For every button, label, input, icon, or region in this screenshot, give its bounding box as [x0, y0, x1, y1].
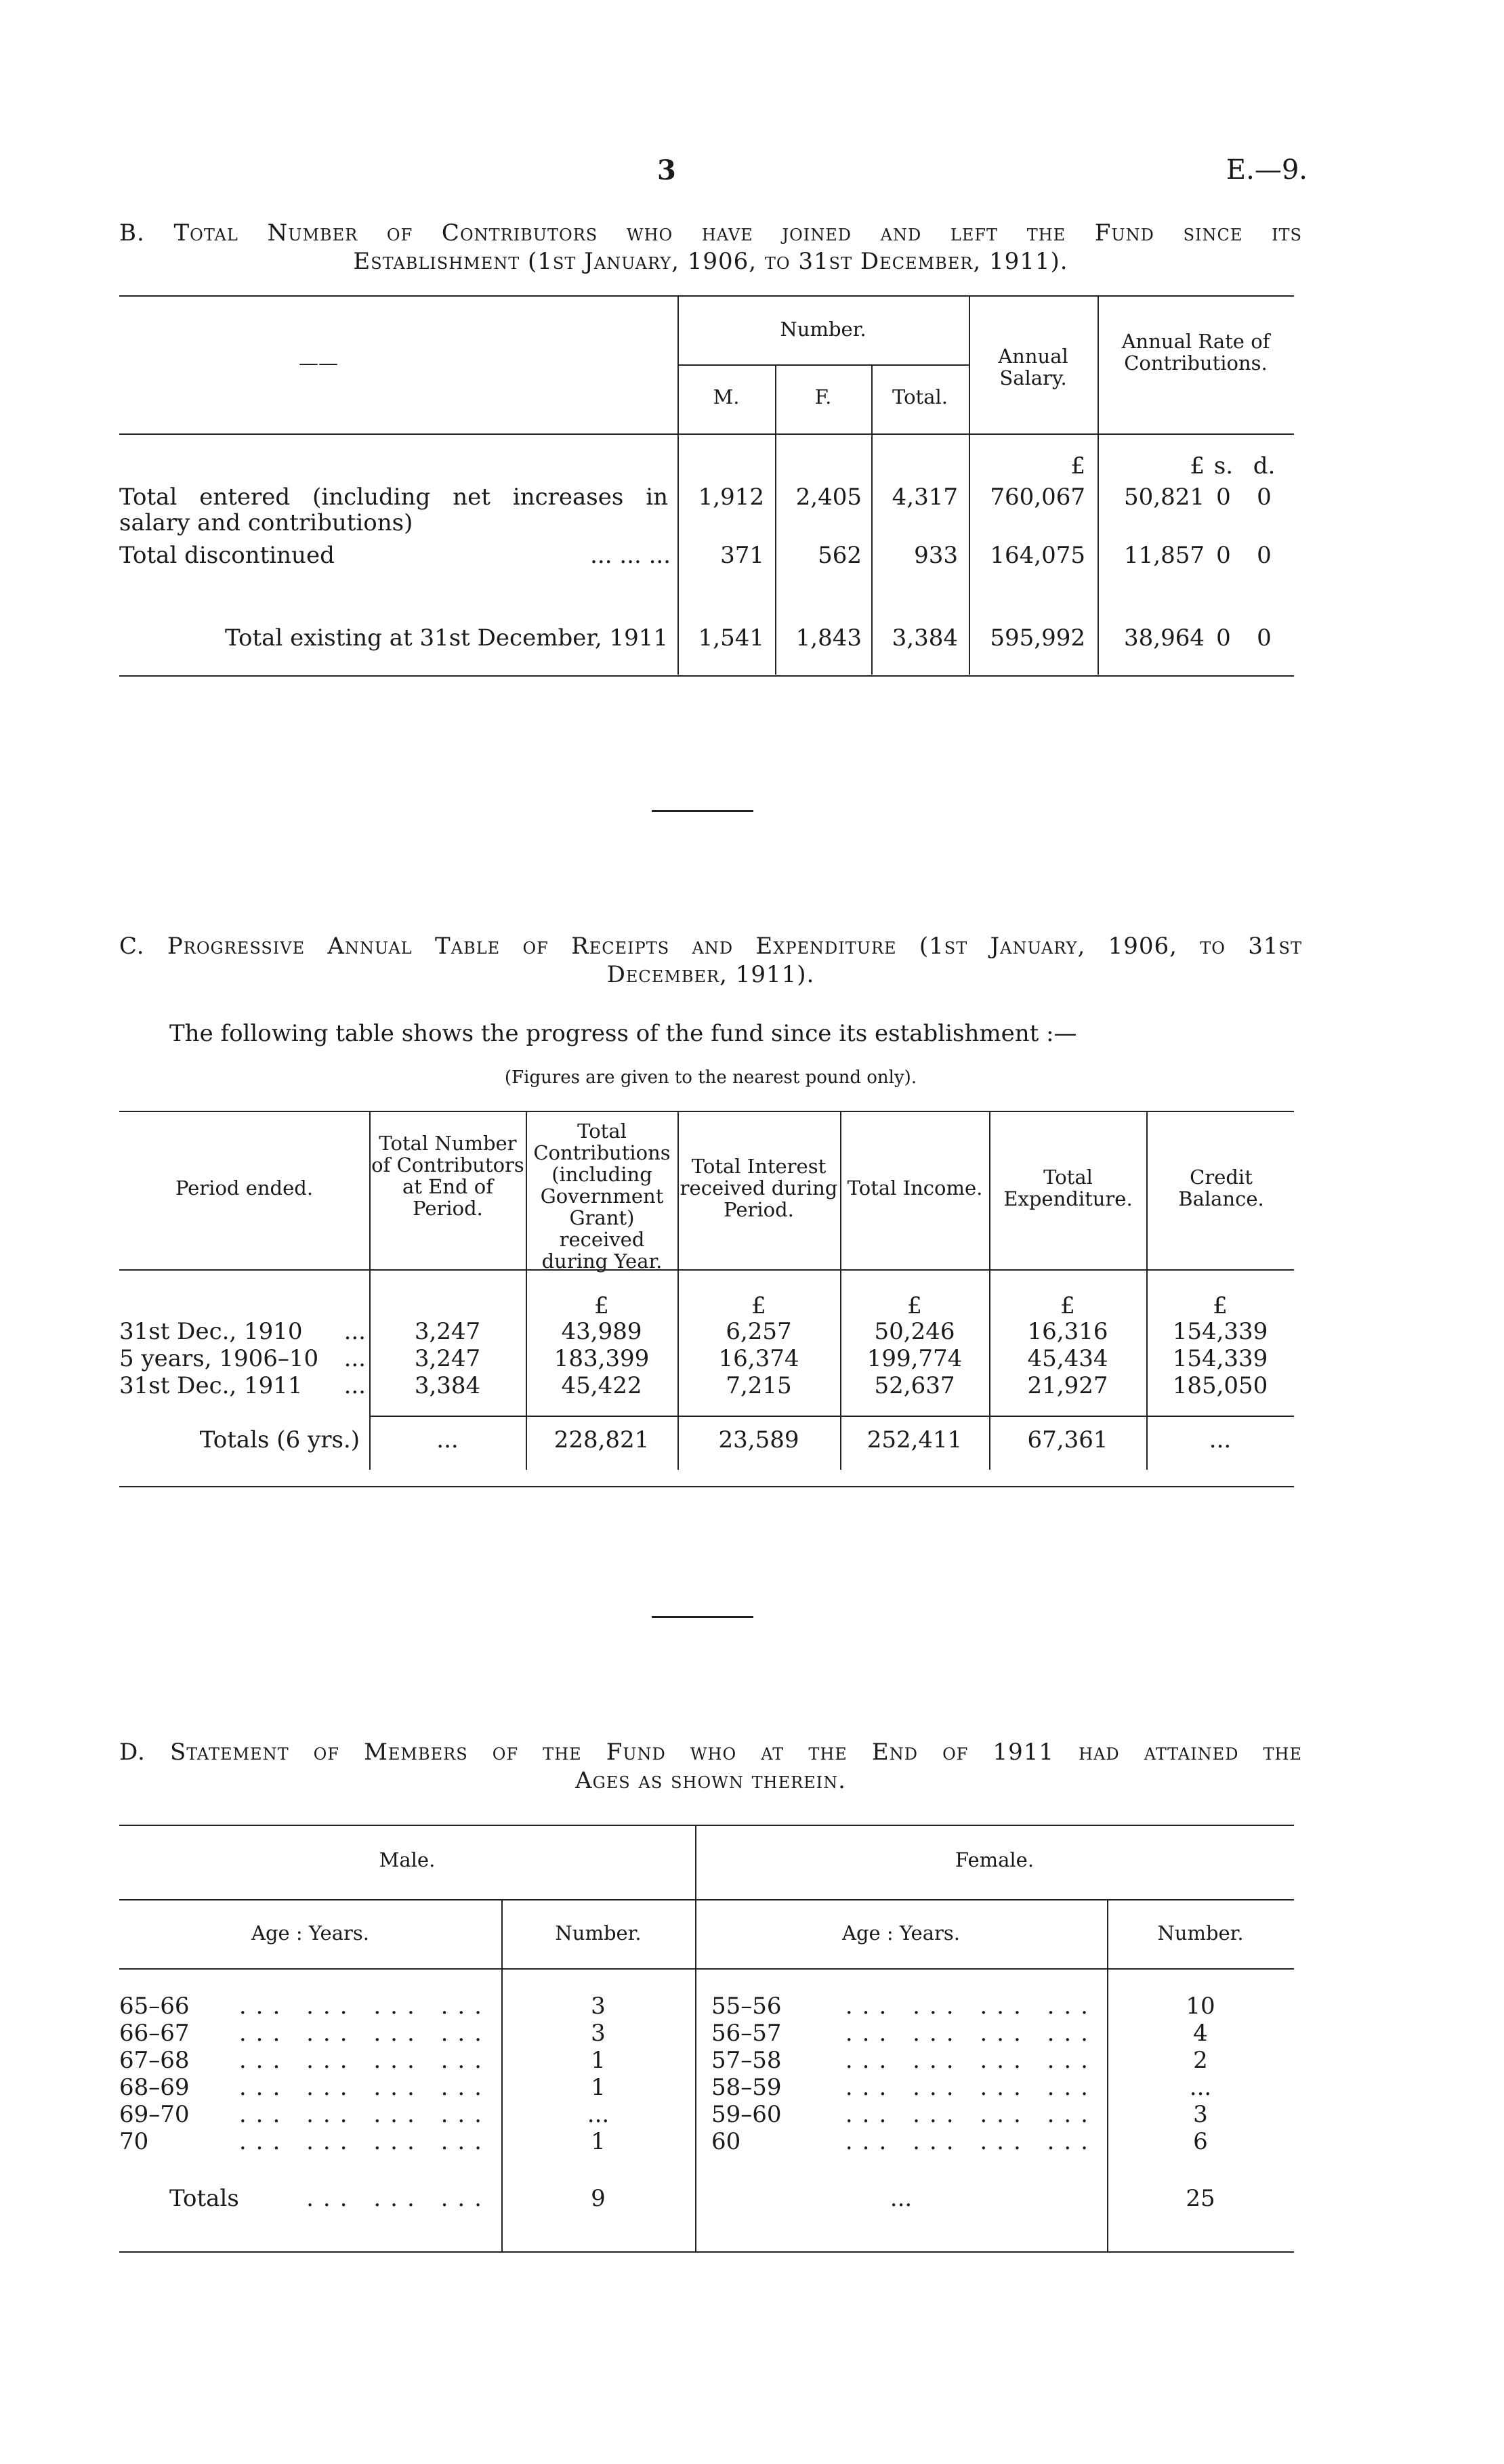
row-leader-dots: ... ... ... ...: [845, 2074, 1098, 2101]
page-number: 3: [657, 154, 676, 186]
cell-period: 5 years, 1906–10: [119, 1345, 319, 1372]
cell-total: 4,317: [892, 484, 958, 511]
male-number: 3: [591, 1993, 606, 2020]
totals-label: Totals (6 yrs.): [199, 1426, 360, 1453]
header-female-number: Number.: [1157, 1921, 1244, 1945]
cell-rate-pence: 0: [1257, 542, 1272, 569]
unit-shillings: s.: [1213, 452, 1234, 480]
header-number: Number.: [780, 318, 866, 341]
cell-f: 2,405: [795, 484, 862, 511]
cell-income: 52,637: [874, 1372, 955, 1399]
totals-female: 25: [1186, 2185, 1215, 2212]
cell-rate-pounds: 11,857: [1124, 542, 1205, 569]
row-label: Total entered (including net increases in: [119, 484, 668, 511]
cell-contributions: 183,399: [553, 1345, 650, 1372]
cell-salary: 595,992: [990, 624, 1085, 652]
cell-m: 371: [720, 542, 764, 569]
cell-m: 1,912: [698, 484, 764, 511]
header-male-age: Age : Years.: [251, 1921, 369, 1945]
section-b-title-line2: Establishment (1st January, 1906, to 31st December, 1911).: [353, 248, 1068, 275]
header-period: Period ended.: [175, 1176, 314, 1199]
female-number: 4: [1193, 2020, 1208, 2047]
female-age: 57–58: [711, 2047, 782, 2074]
male-age: 70: [119, 2128, 149, 2155]
male-number: 1: [591, 2047, 606, 2074]
cell-income: 199,774: [866, 1345, 963, 1372]
section-c-title-line2: December, 1911).: [606, 961, 815, 988]
header-total: Total.: [892, 385, 948, 408]
header-male-number: Number.: [555, 1921, 642, 1945]
section-d-title: [119, 1738, 1302, 1795]
section-separator: [652, 810, 753, 812]
cell-rate-pence: 0: [1257, 484, 1272, 511]
header-contributors: Total Number of Contributors at End of Period.: [371, 1132, 524, 1220]
unit-pound: £: [1060, 1292, 1075, 1319]
row-leader-dots: ... ... ...: [590, 542, 671, 569]
section-c-intro: The following table shows the progress of the fund since its establishment :—: [169, 1020, 1077, 1047]
cell-expenditure: 16,316: [1027, 1318, 1108, 1345]
cell-interest: 6,257: [726, 1318, 792, 1345]
cell-rate-pounds: 50,821: [1124, 484, 1205, 511]
header-female: Female.: [955, 1848, 1035, 1871]
female-number: ...: [1189, 2074, 1212, 2101]
document-code: E.—9.: [1226, 154, 1308, 186]
unit-pence: d.: [1253, 452, 1276, 480]
row-leader-dots: ... ... ... ...: [845, 2101, 1098, 2128]
totals-contributions: 228,821: [553, 1426, 650, 1453]
unit-pound: £: [1213, 1292, 1228, 1319]
totals-expenditure: 67,361: [1027, 1426, 1108, 1453]
header-interest: Total Interest received during Period.: [680, 1155, 838, 1221]
cell-rate-shillings: 0: [1216, 624, 1231, 652]
male-number: 1: [591, 2074, 606, 2101]
section-b-title-line1: B. Total Number of Contributors who have joined and left the Fund since its: [119, 219, 1302, 247]
stub-dash: ——: [299, 352, 338, 375]
cell-total: 3,384: [892, 624, 958, 652]
cell-m: 1,541: [698, 624, 764, 652]
unit-pound-salary: £: [1070, 452, 1085, 480]
cell-contributors: 3,384: [414, 1372, 481, 1399]
header-income: Total Income.: [847, 1176, 983, 1199]
cell-f: 562: [818, 542, 862, 569]
cell-expenditure: 21,927: [1027, 1372, 1108, 1399]
row-leader-dots: ...: [343, 1372, 366, 1399]
header-expenditure: Total Expenditure.: [1003, 1166, 1133, 1210]
header-annual-salary: Annual Salary.: [998, 345, 1068, 389]
row-leader-dots: ... ... ... ...: [238, 1993, 491, 2020]
cell-salary: 760,067: [990, 484, 1085, 511]
male-number: 3: [591, 2020, 606, 2047]
cell-interest: 7,215: [726, 1372, 792, 1399]
section-separator: [652, 1616, 753, 1618]
header-contributions: Total Contributions (including Government Grant) received during Year.: [533, 1120, 671, 1273]
section-c-note: (Figures are given to the nearest pound only).: [504, 1067, 917, 1088]
row-leader-dots: ... ... ... ...: [845, 2047, 1098, 2074]
male-age: 69–70: [119, 2101, 190, 2128]
female-age: 55–56: [711, 1993, 782, 2020]
header-f: F.: [814, 385, 832, 408]
section-c-title: [119, 932, 1302, 989]
cell-period: 31st Dec., 1910: [119, 1318, 303, 1345]
female-age: 58–59: [711, 2074, 782, 2101]
row-leader-dots: ... ... ...: [306, 2185, 491, 2212]
male-age: 68–69: [119, 2074, 190, 2101]
totals-income: 252,411: [866, 1426, 963, 1453]
male-number: 1: [591, 2128, 606, 2155]
female-age: 56–57: [711, 2020, 782, 2047]
header-m: M.: [713, 385, 740, 408]
section-d-title-line2: Ages as shown therein.: [575, 1767, 846, 1794]
row-leader-dots: ... ... ... ...: [238, 2047, 491, 2074]
row-leader-dots: ... ... ... ...: [238, 2101, 491, 2128]
section-c-title-line1: C. Progressive Annual Table of Receipts and Expenditure (1st January, 1906, to 31st: [119, 933, 1302, 960]
female-age: 60: [711, 2128, 741, 2155]
male-age: 65–66: [119, 1993, 190, 2020]
cell-interest: 16,374: [718, 1345, 799, 1372]
row-leader-dots: ... ... ... ...: [845, 1993, 1098, 2020]
cell-contributors: 3,247: [414, 1345, 481, 1372]
cell-period: 31st Dec., 1911: [119, 1372, 303, 1399]
unit-pound-rate: £: [1190, 452, 1205, 480]
header-annual-rate: Annual Rate of Contributions.: [1121, 330, 1270, 375]
cell-rate-pence: 0: [1257, 624, 1272, 652]
totals-label: Totals: [169, 2185, 239, 2212]
cell-income: 50,246: [874, 1318, 955, 1345]
row-leader-dots: ... ... ... ...: [238, 2074, 491, 2101]
row-leader-dots: ... ... ... ...: [238, 2128, 491, 2155]
female-number: 6: [1193, 2128, 1208, 2155]
row-label: Total existing at 31st December, 1911: [224, 624, 668, 652]
row-leader-dots: ... ... ... ...: [238, 2020, 491, 2047]
cell-balance: 185,050: [1172, 1372, 1268, 1399]
cell-rate-pounds: 38,964: [1124, 624, 1205, 652]
female-number: 2: [1193, 2047, 1208, 2074]
female-age: 59–60: [711, 2101, 782, 2128]
row-label: Total discontinued: [119, 542, 335, 569]
cell-contributions: 43,989: [561, 1318, 642, 1345]
row-leader-dots: ...: [343, 1345, 366, 1372]
totals-female-age: ...: [890, 2185, 913, 2212]
unit-pound: £: [594, 1292, 609, 1319]
totals-contributors: ...: [436, 1426, 459, 1453]
unit-pound: £: [907, 1292, 922, 1319]
section-b-title: [119, 219, 1302, 276]
cell-contributors: 3,247: [414, 1318, 481, 1345]
cell-expenditure: 45,434: [1027, 1345, 1108, 1372]
cell-contributions: 45,422: [561, 1372, 642, 1399]
cell-balance: 154,339: [1172, 1318, 1268, 1345]
header-female-age: Age : Years.: [842, 1921, 960, 1945]
header-balance: Credit Balance.: [1178, 1166, 1264, 1210]
totals-interest: 23,589: [718, 1426, 799, 1453]
female-number: 3: [1193, 2101, 1208, 2128]
row-label-cont: salary and contributions): [119, 509, 413, 536]
section-d-title-line1: D. Statement of Members of the Fund who at the End of 1911 had attained the: [119, 1739, 1302, 1766]
male-age: 66–67: [119, 2020, 190, 2047]
totals-male: 9: [591, 2185, 606, 2212]
cell-f: 1,843: [795, 624, 862, 652]
unit-pound: £: [751, 1292, 766, 1319]
row-leader-dots: ... ... ... ...: [845, 2020, 1098, 2047]
header-male: Male.: [379, 1848, 436, 1871]
cell-salary: 164,075: [990, 542, 1085, 569]
male-age: 67–68: [119, 2047, 190, 2074]
female-number: 10: [1186, 1993, 1215, 2020]
cell-rate-shillings: 0: [1216, 542, 1231, 569]
cell-balance: 154,339: [1172, 1345, 1268, 1372]
male-number: ...: [587, 2101, 610, 2128]
row-leader-dots: ...: [343, 1318, 366, 1345]
cell-rate-shillings: 0: [1216, 484, 1231, 511]
row-leader-dots: ... ... ... ...: [845, 2128, 1098, 2155]
totals-balance: ...: [1209, 1426, 1232, 1453]
cell-total: 933: [914, 542, 958, 569]
